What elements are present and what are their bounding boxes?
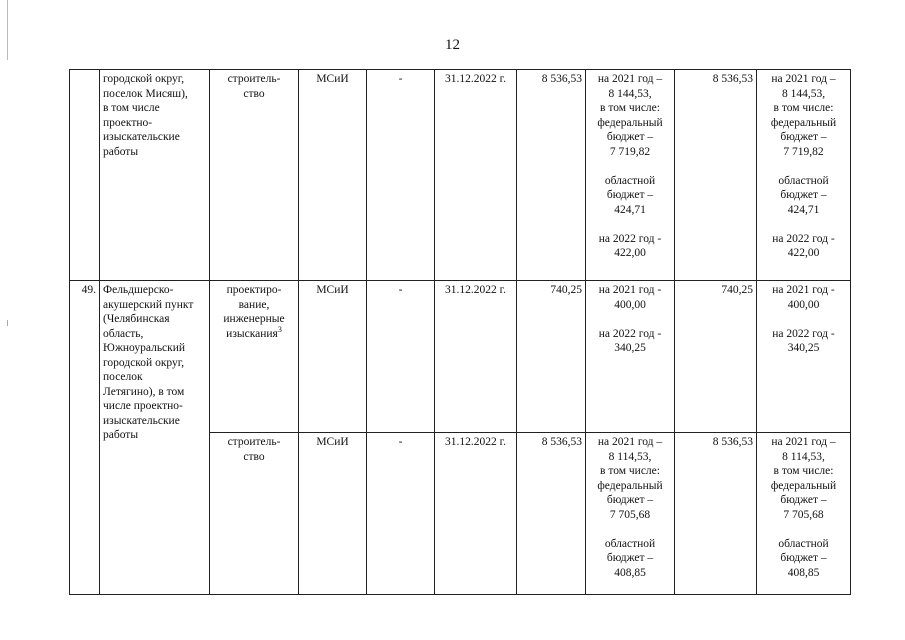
work-type: строитель- ство	[210, 70, 299, 281]
object-name: городской округ, поселок Мисяш), в том числе проектно- изыскательские работы	[100, 70, 210, 281]
cost-value: 740,25	[517, 281, 586, 433]
financing-breakdown: на 2021 год – 8 114,53, в том числе: федеральный бюджет – 7 705,68 областной бюджет – 408,85	[586, 433, 675, 595]
page-number: 12	[445, 37, 460, 53]
document-table	[69, 69, 851, 595]
page-edge-mark	[7, 320, 8, 326]
financing-breakdown: на 2021 год - 400,00 на 2022 год - 340,25	[586, 281, 675, 433]
deadline-date: 31.12.2022 г.	[435, 281, 517, 433]
dash-cell: -	[367, 70, 435, 281]
customer: МСиИ	[299, 281, 367, 433]
dash-cell: -	[367, 433, 435, 595]
table-row	[70, 70, 851, 281]
cost-value-2: 8 536,53	[675, 70, 757, 281]
deadline-date: 31.12.2022 г.	[435, 70, 517, 281]
cost-value-2: 740,25	[675, 281, 757, 433]
footnote-mark: 3	[277, 324, 282, 334]
work-type: строитель- ство	[210, 433, 299, 595]
deadline-date: 31.12.2022 г.	[435, 433, 517, 595]
dash-cell: -	[367, 281, 435, 433]
customer: МСиИ	[299, 70, 367, 281]
financing-breakdown-2: на 2021 год – 8 114,53, в том числе: федеральный бюджет – 7 705,68 областной бюджет – 408,85	[757, 433, 851, 595]
object-name: Фельдшерско- акушерский пункт (Челябинская область, Южноуральский городской округ, поселок Летягино), в том числе проектно- изыскательские работы	[100, 281, 210, 595]
financing-breakdown-2: на 2021 год – 8 144,53, в том числе: федеральный бюджет – 7 719,82 областной бюджет – 424,71 на 2022 год - 422,00	[757, 70, 851, 281]
customer: МСиИ	[299, 433, 367, 595]
work-type: проектиро- вание, инженерные изыскания$^3$	[210, 281, 299, 433]
cost-value: 8 536,53	[517, 433, 586, 595]
cost-value-2: 8 536,53	[675, 433, 757, 595]
cost-value: 8 536,53	[517, 70, 586, 281]
financing-breakdown-2: на 2021 год - 400,00 на 2022 год - 340,25	[757, 281, 851, 433]
row-number	[70, 70, 100, 281]
table-row	[70, 281, 851, 433]
financing-breakdown: на 2021 год – 8 144,53, в том числе: федеральный бюджет – 7 719,82 областной бюджет – 424,71 на 2022 год - 422,00	[586, 70, 675, 281]
row-number: 49.	[70, 281, 100, 595]
